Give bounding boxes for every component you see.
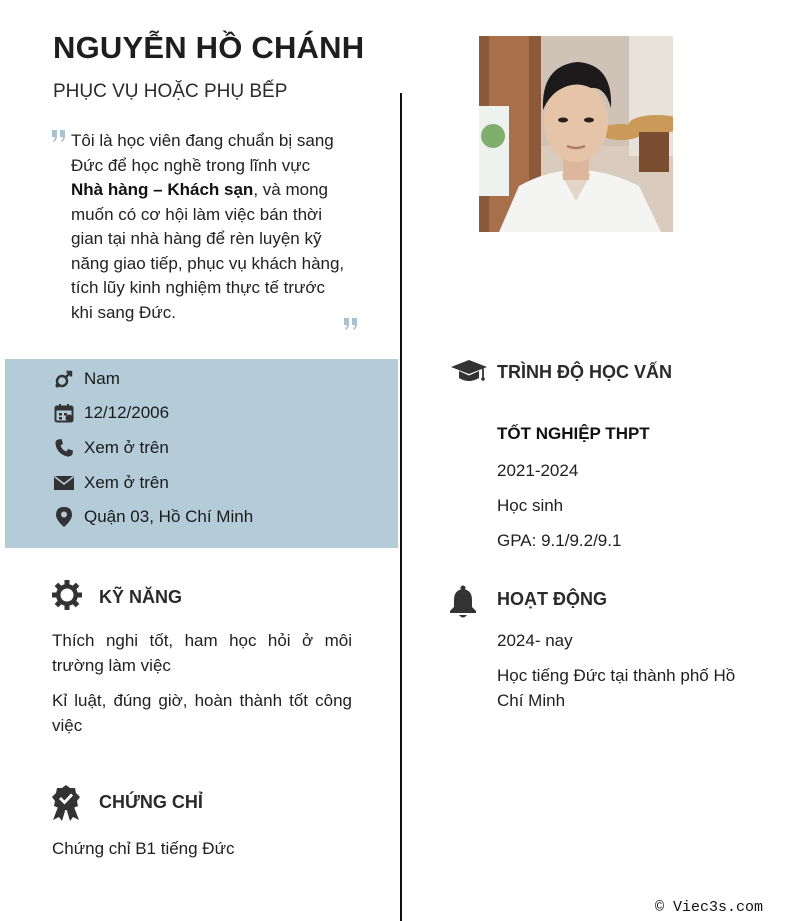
copyright-footer: © Viec3s.com bbox=[655, 899, 764, 916]
contact-info-box bbox=[5, 359, 398, 548]
certificate-item-1: Chứng chỉ B1 tiếng Đức bbox=[52, 839, 235, 858]
column-divider bbox=[400, 93, 402, 921]
skill-item-2: Kỉ luật, đúng giờ, hoàn thành tốt công việc bbox=[52, 691, 352, 735]
education-period: 2021-2024 bbox=[497, 461, 579, 480]
education-role: Học sinh bbox=[497, 496, 564, 515]
contact-birthday bbox=[53, 401, 169, 425]
email-value: Xem ở trên bbox=[84, 473, 169, 492]
phone-value: Xem ở trên bbox=[84, 438, 169, 457]
phone-icon bbox=[53, 437, 75, 459]
award-badge-icon bbox=[50, 785, 82, 821]
quote-open-icon bbox=[51, 129, 67, 147]
bio-part-1: Tôi là học viên đang chuẩn bị sang Đức để học nghề trong lĩnh vực bbox=[71, 131, 334, 175]
contact-phone bbox=[53, 436, 169, 460]
contact-gender bbox=[53, 367, 120, 391]
address-value: Quận 03, Hồ Chí Minh bbox=[84, 507, 254, 526]
job-position: PHỤC VỤ HOẶC PHỤ BẾP bbox=[53, 81, 288, 102]
education-degree: TỐT NGHIỆP THPT bbox=[497, 424, 650, 443]
bio-part-2: , và mong muốn có cơ hội làm việc bán thời gian tại nhà hàng để rèn luyện kỹ năng giao tiếp, phục vụ khách hàng, tích lũy kinh nghiệm thực tế trước khi sang Đức. bbox=[71, 180, 345, 322]
envelope-icon bbox=[53, 472, 75, 494]
bio-text bbox=[71, 129, 346, 325]
contact-address bbox=[53, 505, 253, 529]
quote-close-icon bbox=[343, 317, 359, 335]
education-title: TRÌNH ĐỘ HỌC VẤN bbox=[497, 362, 672, 382]
activities-period: 2024- nay bbox=[497, 631, 573, 650]
bell-icon bbox=[447, 585, 479, 619]
bio-highlight: Nhà hàng – Khách sạn bbox=[71, 180, 254, 199]
profile-photo bbox=[479, 36, 673, 232]
contact-email bbox=[53, 471, 169, 495]
graduation-cap-icon bbox=[450, 356, 488, 388]
gear-icon bbox=[51, 579, 83, 611]
calendar-icon bbox=[53, 402, 75, 424]
gender-icon bbox=[53, 368, 75, 390]
skills-title: KỸ NĂNG bbox=[99, 587, 183, 607]
birthday-value: 12/12/2006 bbox=[84, 403, 170, 422]
education-gpa: GPA: 9.1/9.2/9.1 bbox=[497, 531, 622, 550]
activities-title: HOẠT ĐỘNG bbox=[497, 589, 607, 609]
map-pin-icon bbox=[53, 506, 75, 528]
candidate-name: NGUYỄN HỒ CHÁNH bbox=[53, 30, 365, 65]
skill-item-1: Thích nghi tốt, ham học hỏi ở môi trường làm việc bbox=[52, 631, 352, 675]
activities-description: Học tiếng Đức tại thành phố Hồ Chí Minh bbox=[497, 666, 736, 710]
certificates-title: CHỨNG CHỈ bbox=[99, 792, 203, 812]
gender-value: Nam bbox=[84, 369, 120, 388]
